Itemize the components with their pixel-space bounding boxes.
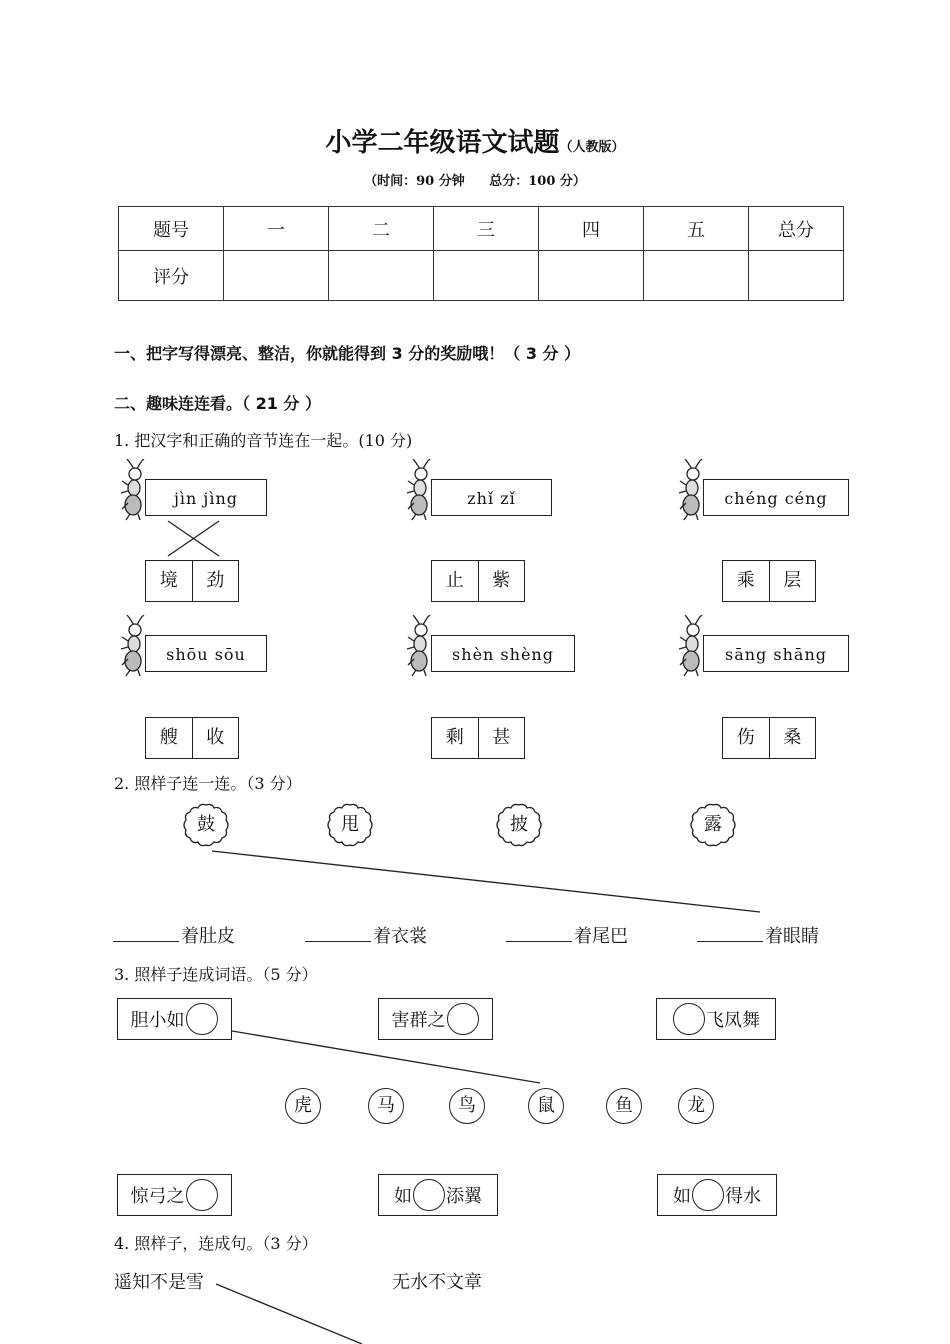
idiom-suffix: 添翼 bbox=[446, 1186, 482, 1207]
animal-char-circle[interactable]: 鱼 bbox=[606, 1088, 642, 1124]
sentence-left[interactable]: 遥知不是雪 bbox=[114, 1272, 204, 1293]
sentence-right[interactable]: 无水不文章 bbox=[392, 1272, 482, 1293]
q4-example-line bbox=[216, 1284, 362, 1344]
score-table-score-row bbox=[119, 251, 844, 301]
idiom-box[interactable] bbox=[378, 1174, 498, 1216]
question-3-text: 3. 照样子连成词语。（5 分） bbox=[114, 965, 318, 984]
idiom-suffix: 得水 bbox=[725, 1186, 761, 1207]
idiom-box[interactable] bbox=[656, 998, 776, 1040]
q2-example-line bbox=[212, 851, 760, 912]
score-input-cell[interactable] bbox=[224, 251, 329, 301]
score-header-cell: 题号 bbox=[119, 207, 224, 251]
idiom-blank-circle[interactable] bbox=[186, 1003, 218, 1035]
pinyin-box: shèn shèng bbox=[431, 635, 575, 672]
pinyin-box: shōu sōu bbox=[145, 635, 267, 672]
idiom-box[interactable] bbox=[378, 998, 493, 1040]
idiom-blank-circle[interactable] bbox=[186, 1179, 218, 1211]
hanzi-char: 紫 bbox=[478, 561, 525, 601]
score-row-label: 评分 bbox=[119, 251, 224, 301]
hanzi-char: 收 bbox=[192, 718, 239, 758]
score-input-cell[interactable] bbox=[644, 251, 749, 301]
hanzi-char: 甚 bbox=[478, 718, 525, 758]
idiom-box[interactable] bbox=[117, 998, 232, 1040]
flower-char: 鼓 bbox=[197, 814, 215, 835]
phrase-text: 着尾巴 bbox=[574, 926, 628, 947]
section-2-heading: 二、趣味连连看。（ 21 分 ） bbox=[114, 394, 321, 413]
blank-line[interactable] bbox=[305, 941, 371, 942]
q1-example-line bbox=[168, 521, 219, 556]
flower-char-badge[interactable] bbox=[326, 803, 374, 847]
hanzi-pair-box[interactable] bbox=[145, 717, 239, 759]
pinyin-box: jìn jìng bbox=[145, 479, 267, 516]
question-4-text: 4. 照样子，连成句。（3 分） bbox=[114, 1234, 318, 1253]
hanzi-char: 剩 bbox=[445, 727, 464, 748]
phrase-text: 着眼睛 bbox=[765, 926, 819, 947]
hanzi-pair-box[interactable] bbox=[431, 560, 525, 602]
idiom-suffix: 飞凤舞 bbox=[706, 1010, 760, 1031]
phrase-text: 着肚皮 bbox=[181, 926, 235, 947]
hanzi-pair-box[interactable] bbox=[722, 717, 816, 759]
animal-char-circle[interactable]: 虎 bbox=[285, 1088, 321, 1124]
total-info: 总分：100 分） bbox=[489, 174, 586, 189]
hanzi-char: 止 bbox=[445, 570, 464, 591]
flower-char-badge[interactable] bbox=[689, 803, 737, 847]
fill-blank-phrase[interactable] bbox=[697, 922, 819, 948]
score-input-cell[interactable] bbox=[539, 251, 644, 301]
idiom-blank-circle[interactable] bbox=[447, 1003, 479, 1035]
idiom-prefix: 如 bbox=[673, 1186, 691, 1207]
title-text: 小学二年级语文试题 bbox=[325, 128, 560, 158]
idiom-box[interactable] bbox=[117, 1174, 232, 1216]
pinyin-box: zhǐ zǐ bbox=[431, 479, 552, 516]
hanzi-char: 层 bbox=[769, 561, 816, 601]
flower-char-badge[interactable] bbox=[182, 803, 230, 847]
q1-example-line bbox=[168, 521, 219, 556]
hanzi-pair-box[interactable] bbox=[431, 717, 525, 759]
hanzi-char: 艘 bbox=[159, 727, 178, 748]
flower-char: 甩 bbox=[341, 814, 359, 835]
blank-line[interactable] bbox=[506, 941, 572, 942]
phrase-text: 着衣裳 bbox=[373, 926, 427, 947]
score-header-cell: 二 bbox=[329, 207, 434, 251]
exam-info bbox=[0, 170, 950, 189]
score-header-cell: 总分 bbox=[749, 207, 844, 251]
blank-line[interactable] bbox=[697, 941, 763, 942]
hanzi-pair-box[interactable] bbox=[145, 560, 239, 602]
hanzi-char: 劲 bbox=[192, 561, 239, 601]
idiom-prefix: 胆小如 bbox=[130, 1010, 185, 1031]
fill-blank-phrase[interactable] bbox=[113, 922, 235, 948]
blank-line[interactable] bbox=[113, 941, 179, 942]
question-1-text: 1. 把汉字和正确的音节连在一起。(10 分) bbox=[114, 431, 413, 450]
pinyin-box: chéng céng bbox=[703, 479, 849, 516]
idiom-blank-circle[interactable] bbox=[692, 1179, 724, 1211]
hanzi-char: 桑 bbox=[769, 718, 816, 758]
hanzi-char: 境 bbox=[159, 570, 178, 591]
pinyin-box: sāng shāng bbox=[703, 635, 849, 672]
score-input-cell[interactable] bbox=[434, 251, 539, 301]
hanzi-char: 伤 bbox=[736, 727, 755, 748]
hanzi-pair-box[interactable] bbox=[722, 560, 816, 602]
score-table-header-row bbox=[119, 207, 844, 251]
animal-char-circle[interactable]: 鼠 bbox=[528, 1088, 564, 1124]
score-header-cell: 一 bbox=[224, 207, 329, 251]
idiom-prefix: 如 bbox=[394, 1186, 412, 1207]
time-info: （时间：90 分钟 bbox=[364, 174, 465, 189]
animal-char-circle[interactable]: 马 bbox=[368, 1088, 404, 1124]
idiom-box[interactable] bbox=[657, 1174, 777, 1216]
hanzi-char: 乘 bbox=[736, 570, 755, 591]
score-header-cell: 三 bbox=[434, 207, 539, 251]
animal-char-circle[interactable]: 龙 bbox=[678, 1088, 714, 1124]
edition-label: （人教版） bbox=[559, 140, 625, 155]
fill-blank-phrase[interactable] bbox=[305, 922, 427, 948]
score-input-cell[interactable] bbox=[329, 251, 434, 301]
animal-char-circle[interactable]: 鸟 bbox=[449, 1088, 485, 1124]
flower-char-badge[interactable] bbox=[495, 803, 543, 847]
idiom-blank-circle[interactable] bbox=[413, 1179, 445, 1211]
flower-char: 露 bbox=[704, 814, 722, 835]
flower-char: 披 bbox=[510, 814, 528, 835]
idiom-prefix: 惊弓之 bbox=[130, 1186, 185, 1207]
score-input-cell[interactable] bbox=[749, 251, 844, 301]
question-2-text: 2. 照样子连一连。（3 分） bbox=[114, 774, 302, 793]
idiom-prefix: 害群之 bbox=[391, 1010, 446, 1031]
fill-blank-phrase[interactable] bbox=[506, 922, 628, 948]
idiom-blank-circle[interactable] bbox=[673, 1003, 705, 1035]
section-1-heading: 一、把字写得漂亮、整洁，你就能得到 3 分的奖励哦！（ 3 分 ） bbox=[114, 344, 581, 363]
score-header-cell: 五 bbox=[644, 207, 749, 251]
score-table bbox=[118, 206, 844, 301]
score-header-cell: 四 bbox=[539, 207, 644, 251]
page-title bbox=[0, 122, 950, 159]
